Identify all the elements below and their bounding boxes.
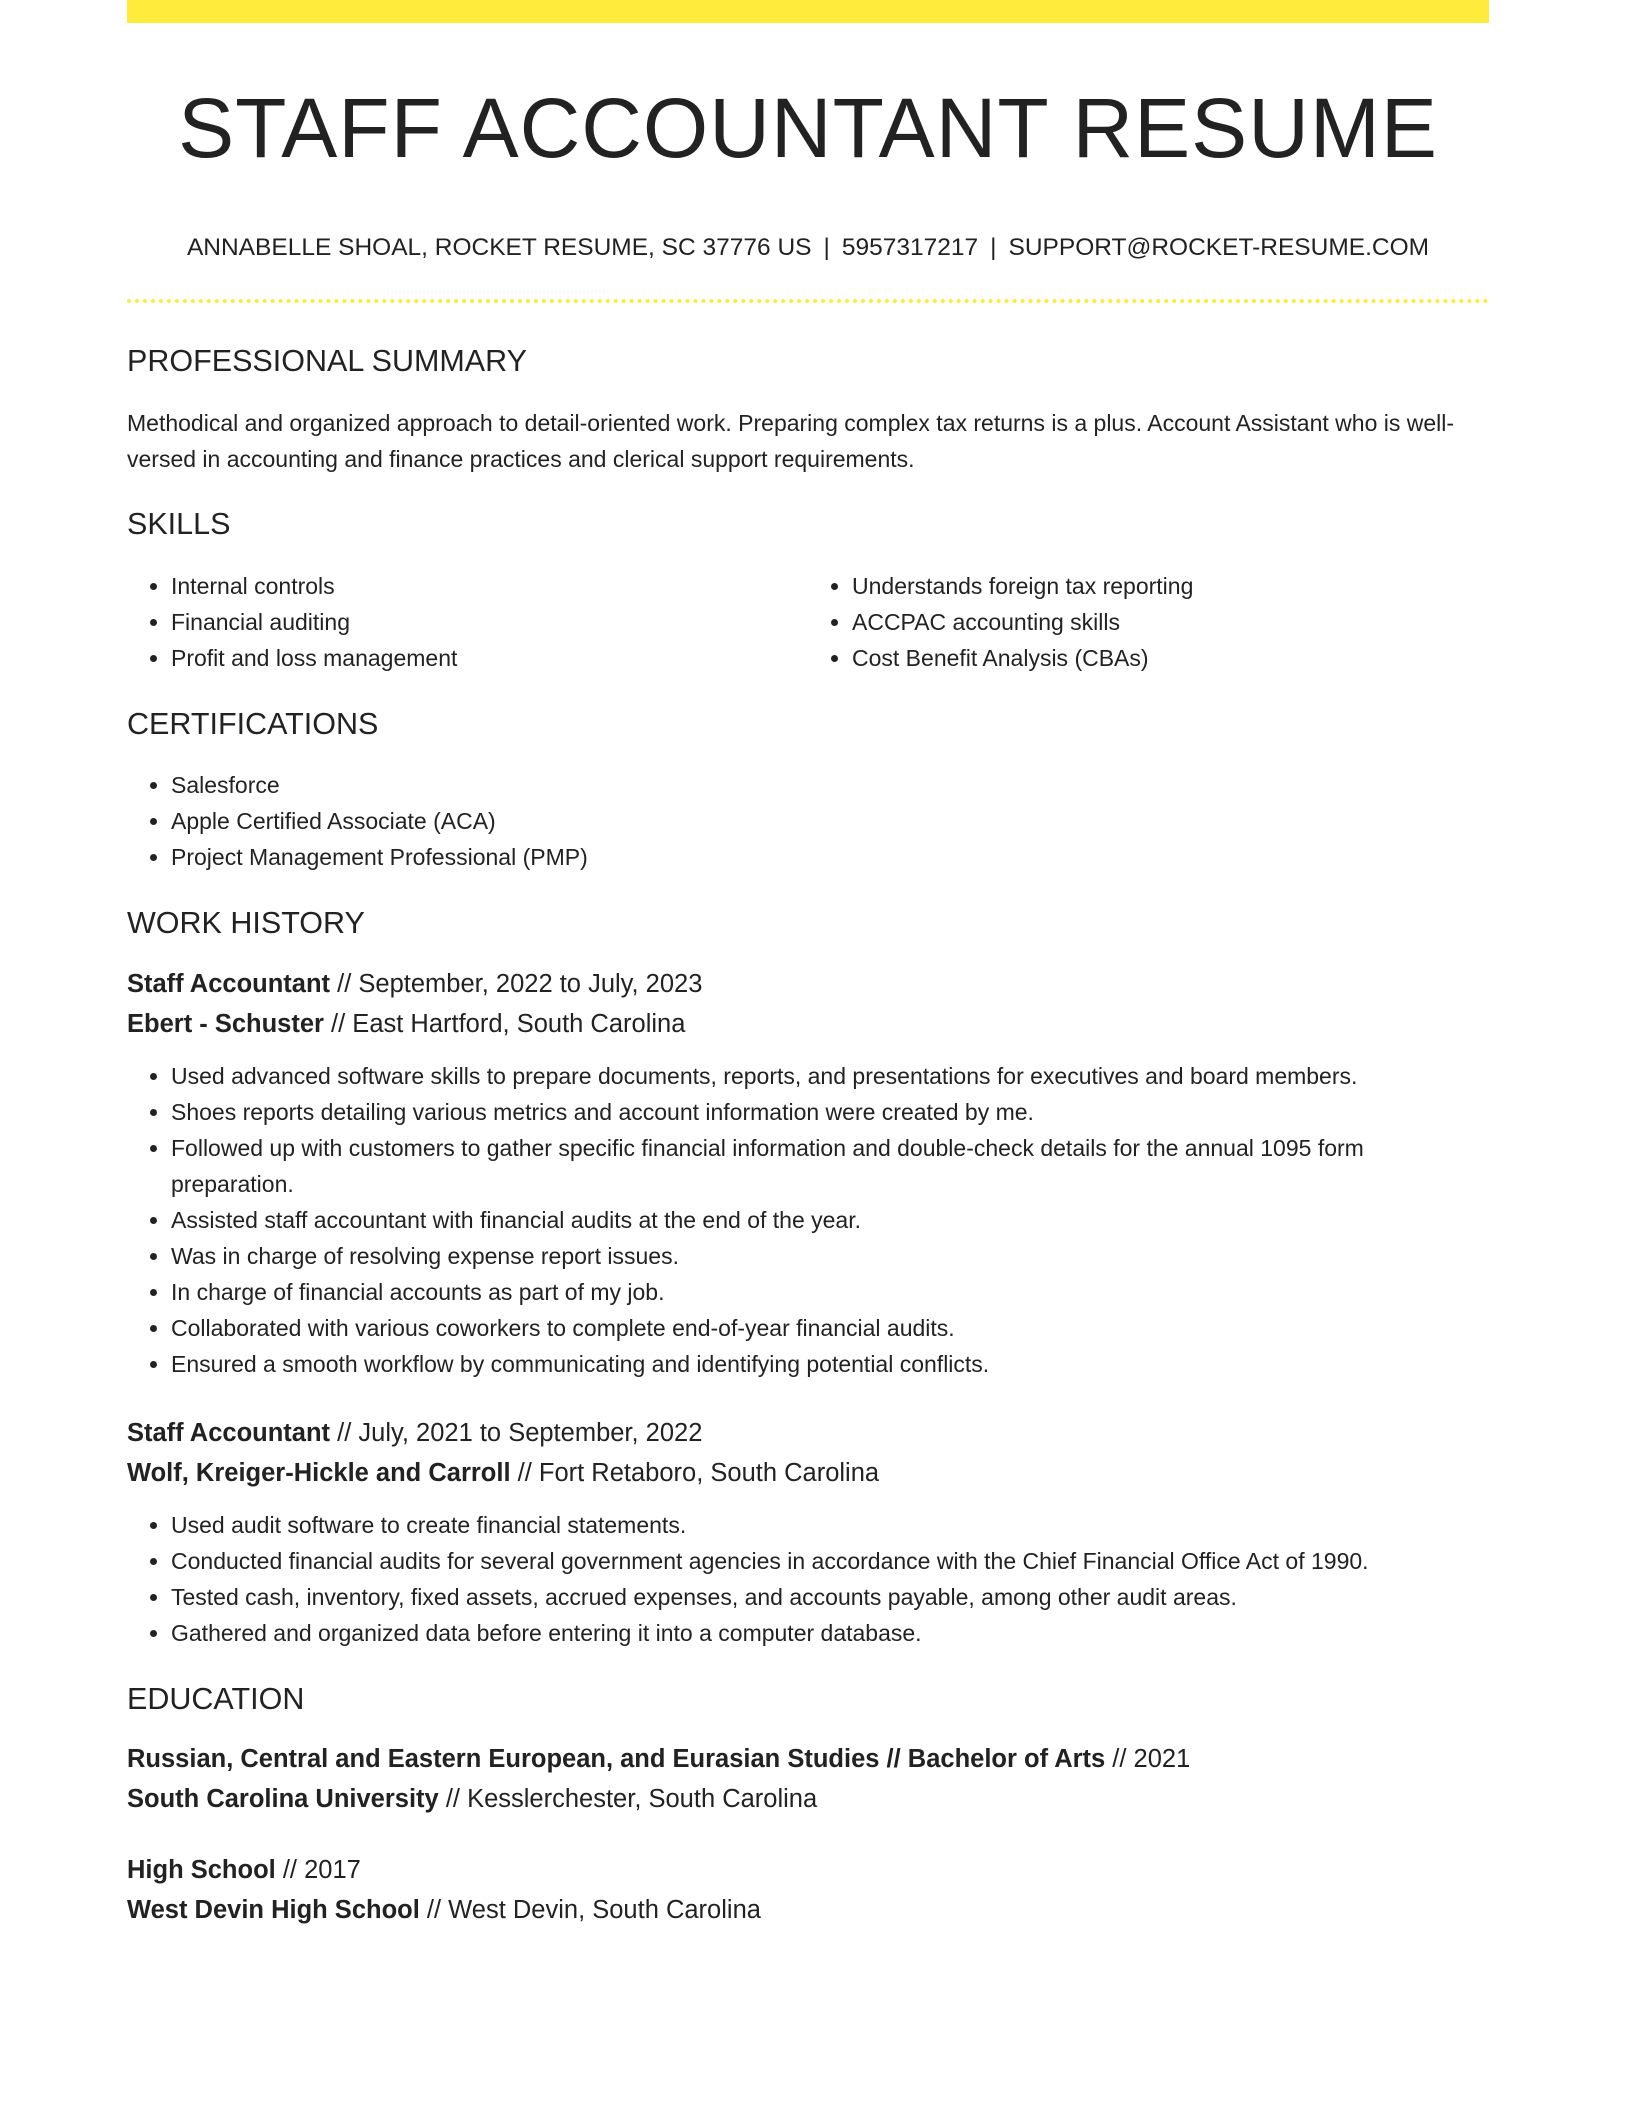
job-bullet: • Collaborated with various coworkers to complete end-of-year financial audits.	[171, 1310, 1489, 1346]
skill-item: • Internal controls	[171, 568, 808, 604]
education-heading: EDUCATION	[127, 1681, 305, 1716]
job-bullet: • Tested cash, inventory, fixed assets, accrued expenses, and accounts payable, among other audit areas.	[171, 1579, 1489, 1615]
summary-text: Methodical and organized approach to detail-oriented work. Preparing complex tax returns is a plus. Account Assistant who is well-versed in accounting and finance practices and clerical support requirements.	[127, 409, 1455, 472]
education-location: // West Devin, South Carolina	[419, 1896, 761, 1925]
resume-page	[127, 0, 1489, 1930]
job-bullet: • In charge of financial accounts as part of my job.	[171, 1274, 1489, 1310]
job-entry	[127, 964, 1489, 1382]
certifications-list	[127, 767, 1489, 875]
job-title-line	[127, 964, 1489, 1004]
job-title: Staff Accountant	[127, 969, 331, 998]
education-location: // Kesslerchester, South Carolina	[438, 1785, 818, 1814]
job-company: Wolf, Kreiger-Hickle and Carroll	[127, 1458, 511, 1487]
skill-item: • Financial auditing	[171, 604, 808, 640]
header-divider	[127, 299, 1489, 303]
education-degree: High School	[127, 1856, 276, 1885]
job-company: Ebert - Schuster	[127, 1009, 324, 1038]
education-school: South Carolina University	[127, 1785, 439, 1814]
contact-separator: |	[990, 234, 997, 261]
education-year: // 2021	[1105, 1745, 1191, 1774]
job-bullet: • Followed up with customers to gather specific financial information and double-check details for the annual 1095 form preparation.	[171, 1130, 1489, 1202]
certification-item: • Salesforce	[171, 767, 1489, 803]
skill-item: • Cost Benefit Analysis (CBAs)	[852, 640, 1489, 676]
job-bullet: • Used advanced software skills to prepare documents, reports, and presentations for executives and board members.	[171, 1058, 1489, 1094]
job-bullet: • Conducted financial audits for several government agencies in accordance with the Chief Financial Office Act of 1990.	[171, 1543, 1489, 1579]
top-accent-bar	[127, 0, 1489, 23]
job-title: Staff Accountant	[127, 1418, 331, 1447]
education-year: // 2017	[275, 1856, 361, 1885]
job-location: // East Hartford, South Carolina	[323, 1009, 686, 1038]
contact-separator: |	[823, 234, 830, 261]
page-title: STAFF ACCOUNTANT RESUME	[178, 81, 1438, 175]
contact-email: SUPPORT@ROCKET-RESUME.COM	[1008, 234, 1430, 261]
certification-item: • Project Management Professional (PMP)	[171, 839, 1489, 875]
education-degree-line	[127, 1739, 1489, 1779]
job-bullet: • Ensured a smooth workflow by communicating and identifying potential conflicts.	[171, 1346, 1489, 1382]
job-title-line	[127, 1413, 1489, 1453]
education-entry	[127, 1850, 1489, 1930]
education-school-line	[127, 1890, 1489, 1930]
job-bullets	[127, 1058, 1489, 1382]
job-bullet: • Assisted staff accountant with financial audits at the end of the year.	[171, 1202, 1489, 1238]
work-history-heading: WORK HISTORY	[127, 906, 365, 941]
job-bullets	[127, 1507, 1489, 1651]
job-bullet: • Was in charge of resolving expense report issues.	[171, 1238, 1489, 1274]
summary-heading: PROFESSIONAL SUMMARY	[127, 344, 527, 379]
job-company-line	[127, 1004, 1489, 1044]
job-company-line	[127, 1453, 1489, 1493]
job-entry	[127, 1413, 1489, 1651]
certifications-heading: CERTIFICATIONS	[127, 706, 379, 741]
job-bullet: • Gathered and organized data before entering it into a computer database.	[171, 1615, 1489, 1651]
skill-item: • Profit and loss management	[171, 640, 808, 676]
skills-grid	[127, 568, 1489, 676]
job-bullet: • Used audit software to create financial statements.	[171, 1507, 1489, 1543]
skill-item: • Understands foreign tax reporting	[852, 568, 1489, 604]
skills-list-right	[808, 568, 1489, 676]
job-bullet: • Shoes reports detailing various metrics and account information were created by me.	[171, 1094, 1489, 1130]
contact-phone: 5957317217	[841, 234, 979, 261]
contact-address: ANNABELLE SHOAL, ROCKET RESUME, SC 37776 US	[186, 234, 812, 261]
certification-item: • Apple Certified Associate (ACA)	[171, 803, 1489, 839]
contact-line	[127, 233, 1489, 262]
job-dates: // September, 2022 to July, 2023	[330, 969, 703, 998]
education-degree-line	[127, 1850, 1489, 1890]
skills-heading: SKILLS	[127, 506, 231, 541]
education-entry	[127, 1739, 1489, 1819]
education-degree: Russian, Central and Eastern European, and Eurasian Studies // Bachelor of Arts	[127, 1745, 1106, 1774]
skill-item: • ACCPAC accounting skills	[852, 604, 1489, 640]
job-location: // Fort Retaboro, South Carolina	[510, 1458, 880, 1487]
education-school: West Devin High School	[127, 1896, 420, 1925]
education-school-line	[127, 1779, 1489, 1819]
skills-list-left	[127, 568, 808, 676]
job-dates: // July, 2021 to September, 2022	[330, 1418, 703, 1447]
